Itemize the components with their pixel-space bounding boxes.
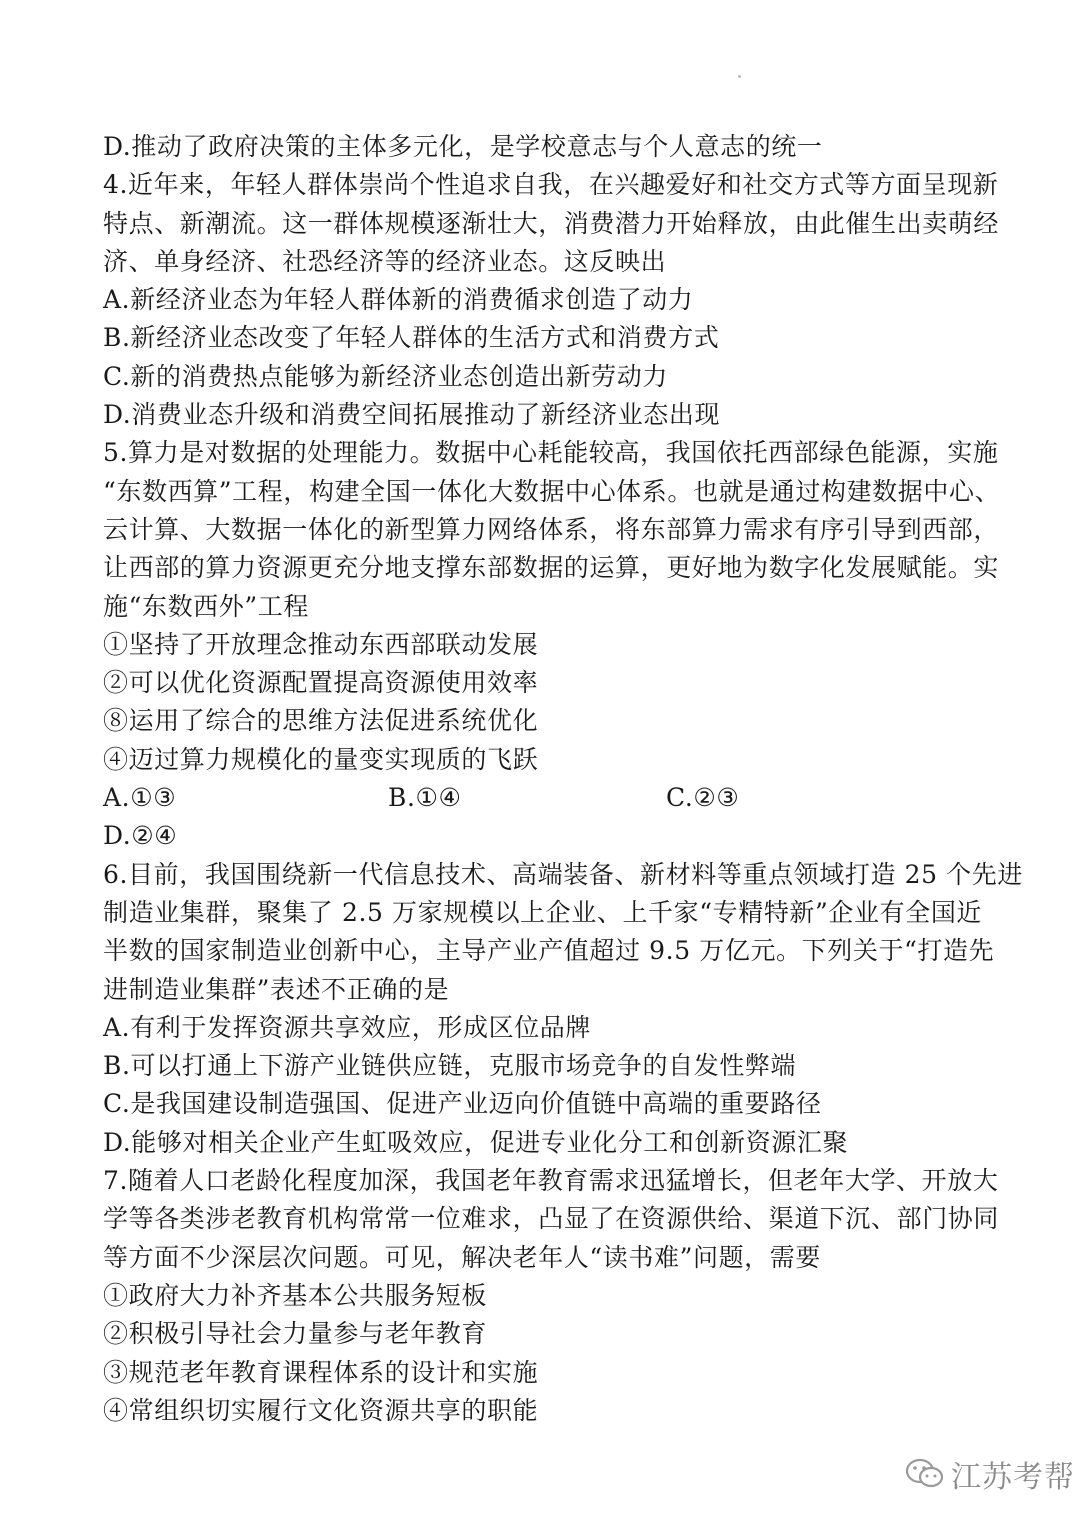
q5-choice-a: A.①③ <box>103 783 177 813</box>
q4-stem-line: 济、单身经济、社恐经济等的经济业态。这反映出 <box>103 246 667 276</box>
q3-option-d: D.推动了政府决策的主体多元化，是学校意志与个人意志的统一 <box>103 132 823 161</box>
scan-speck <box>738 75 741 78</box>
q6-stem-line: 进制造业集群”表述不正确的是 <box>103 974 450 1004</box>
q5-statement-2: ②可以优化资源配置提高资源使用效率 <box>103 668 539 698</box>
q4-option-d: D.消费业态升级和消费空间拓展推动了新经济业态出现 <box>103 400 721 430</box>
q7-stem-line: 等方面不少深层次问题。可见，解决老年人“读书难”问题，需要 <box>103 1242 821 1272</box>
q4-option-c: C.新的消费热点能够为新经济业态创造出新劳动力 <box>103 361 668 391</box>
q5-stem-line: 让西部的算力资源更充分地支撑东部数据的运算，更好地为数字化发展赋能。实 <box>103 553 1000 583</box>
question-6 <box>103 856 1023 1162</box>
q4-option-a: A.新经济业态为年轻人群体新的消费循求创造了动力 <box>103 285 694 315</box>
q6-stem-line: 制造业集群，聚集了 2.5 万家规模以上企业、上千家“专精特新”企业有全国近 <box>103 897 983 927</box>
q4-stem-line: 特点、新潮流。这一群体规模逐渐壮大，消费潜力开始释放，由此催生出卖萌经 <box>103 208 1000 238</box>
q7-stem-line: 学等各类涉老教育机构常常一位难求，凸显了在资源供给、渠道下沉、部门协同 <box>103 1204 1000 1234</box>
q7-statement-1: ①政府大力补齐基本公共服务短板 <box>103 1280 488 1310</box>
q6-option-b: B.可以打通上下游产业链供应链，克服市场竞争的自发性弊端 <box>103 1051 797 1081</box>
q5-choice-d: D.②④ <box>103 821 178 851</box>
q5-stem-line: 5.算力是对数据的处理能力。数据中心耗能较高，我国依托西部绿色能源，实施 <box>103 438 999 468</box>
q5-statement-1: ①坚持了开放理念推动东西部联动发展 <box>103 629 539 659</box>
q4-option-b: B.新经济业态改变了年轻人群体的生活方式和消费方式 <box>103 323 720 353</box>
q6-stem-line: 6.目前，我国围绕新一代信息技术、高端装备、新材料等重点领域打造 25 个先进 <box>103 859 1023 889</box>
q6-option-c: C.是我国建设制造强国、促进产业迈向价值链中高端的重要路径 <box>103 1089 822 1119</box>
wechat-icon <box>905 1457 945 1491</box>
q5-choice-b: B.①④ <box>388 783 462 813</box>
q7-statement-4: ④常组织切实履行文化资源共享的职能 <box>103 1395 539 1425</box>
question-5 <box>103 434 1001 855</box>
q5-choices-row <box>103 779 987 817</box>
q5-choice-c: C.②③ <box>666 783 740 813</box>
q7-statement-2: ②积极引导社会力量参与老年教育 <box>103 1319 488 1349</box>
q5-statement-3: ⑧运用了综合的思维方法促进系统优化 <box>103 706 539 736</box>
question-7 <box>103 1162 1000 1430</box>
q6-stem-line: 半数的国家制造业创新中心，主导产业产值超过 9.5 万亿元。下列关于“打造先 <box>103 936 995 966</box>
exam-page <box>103 128 1023 1430</box>
question-4 <box>103 166 1000 434</box>
q5-statement-4: ④迈过算力规模化的量变实现质的飞跃 <box>103 744 539 774</box>
q6-option-a: A.有利于发挥资源共享效应，形成区位品牌 <box>103 1012 592 1042</box>
watermark-text: 江苏考帮 <box>951 1460 1075 1495</box>
q7-statement-3: ③规范老年教育课程体系的设计和实施 <box>103 1357 539 1387</box>
q5-stem-line: “东数西算”工程，构建全国一体化大数据中心体系。也就是通过构建数据中心、 <box>103 476 1001 506</box>
wechat-watermark <box>905 1452 1075 1496</box>
q4-stem-line: 4.近年来，年轻人群体崇尚个性追求自我，在兴趣爱好和社交方式等方面呈现新 <box>103 170 999 200</box>
q6-option-d: D.能够对相关企业产生虹吸效应，促进专业化分工和创新资源汇聚 <box>103 1127 849 1157</box>
q5-stem-line: 云计算、大数据一体化的新型算力网络体系，将东部算力需求有序引导到西部， <box>103 514 1000 544</box>
q5-stem-line: 施“东数西外”工程 <box>103 591 309 621</box>
q7-stem-line: 7.随着人口老龄化程度加深，我国老年教育需求迅猛增长，但老年大学、开放大 <box>103 1166 999 1196</box>
